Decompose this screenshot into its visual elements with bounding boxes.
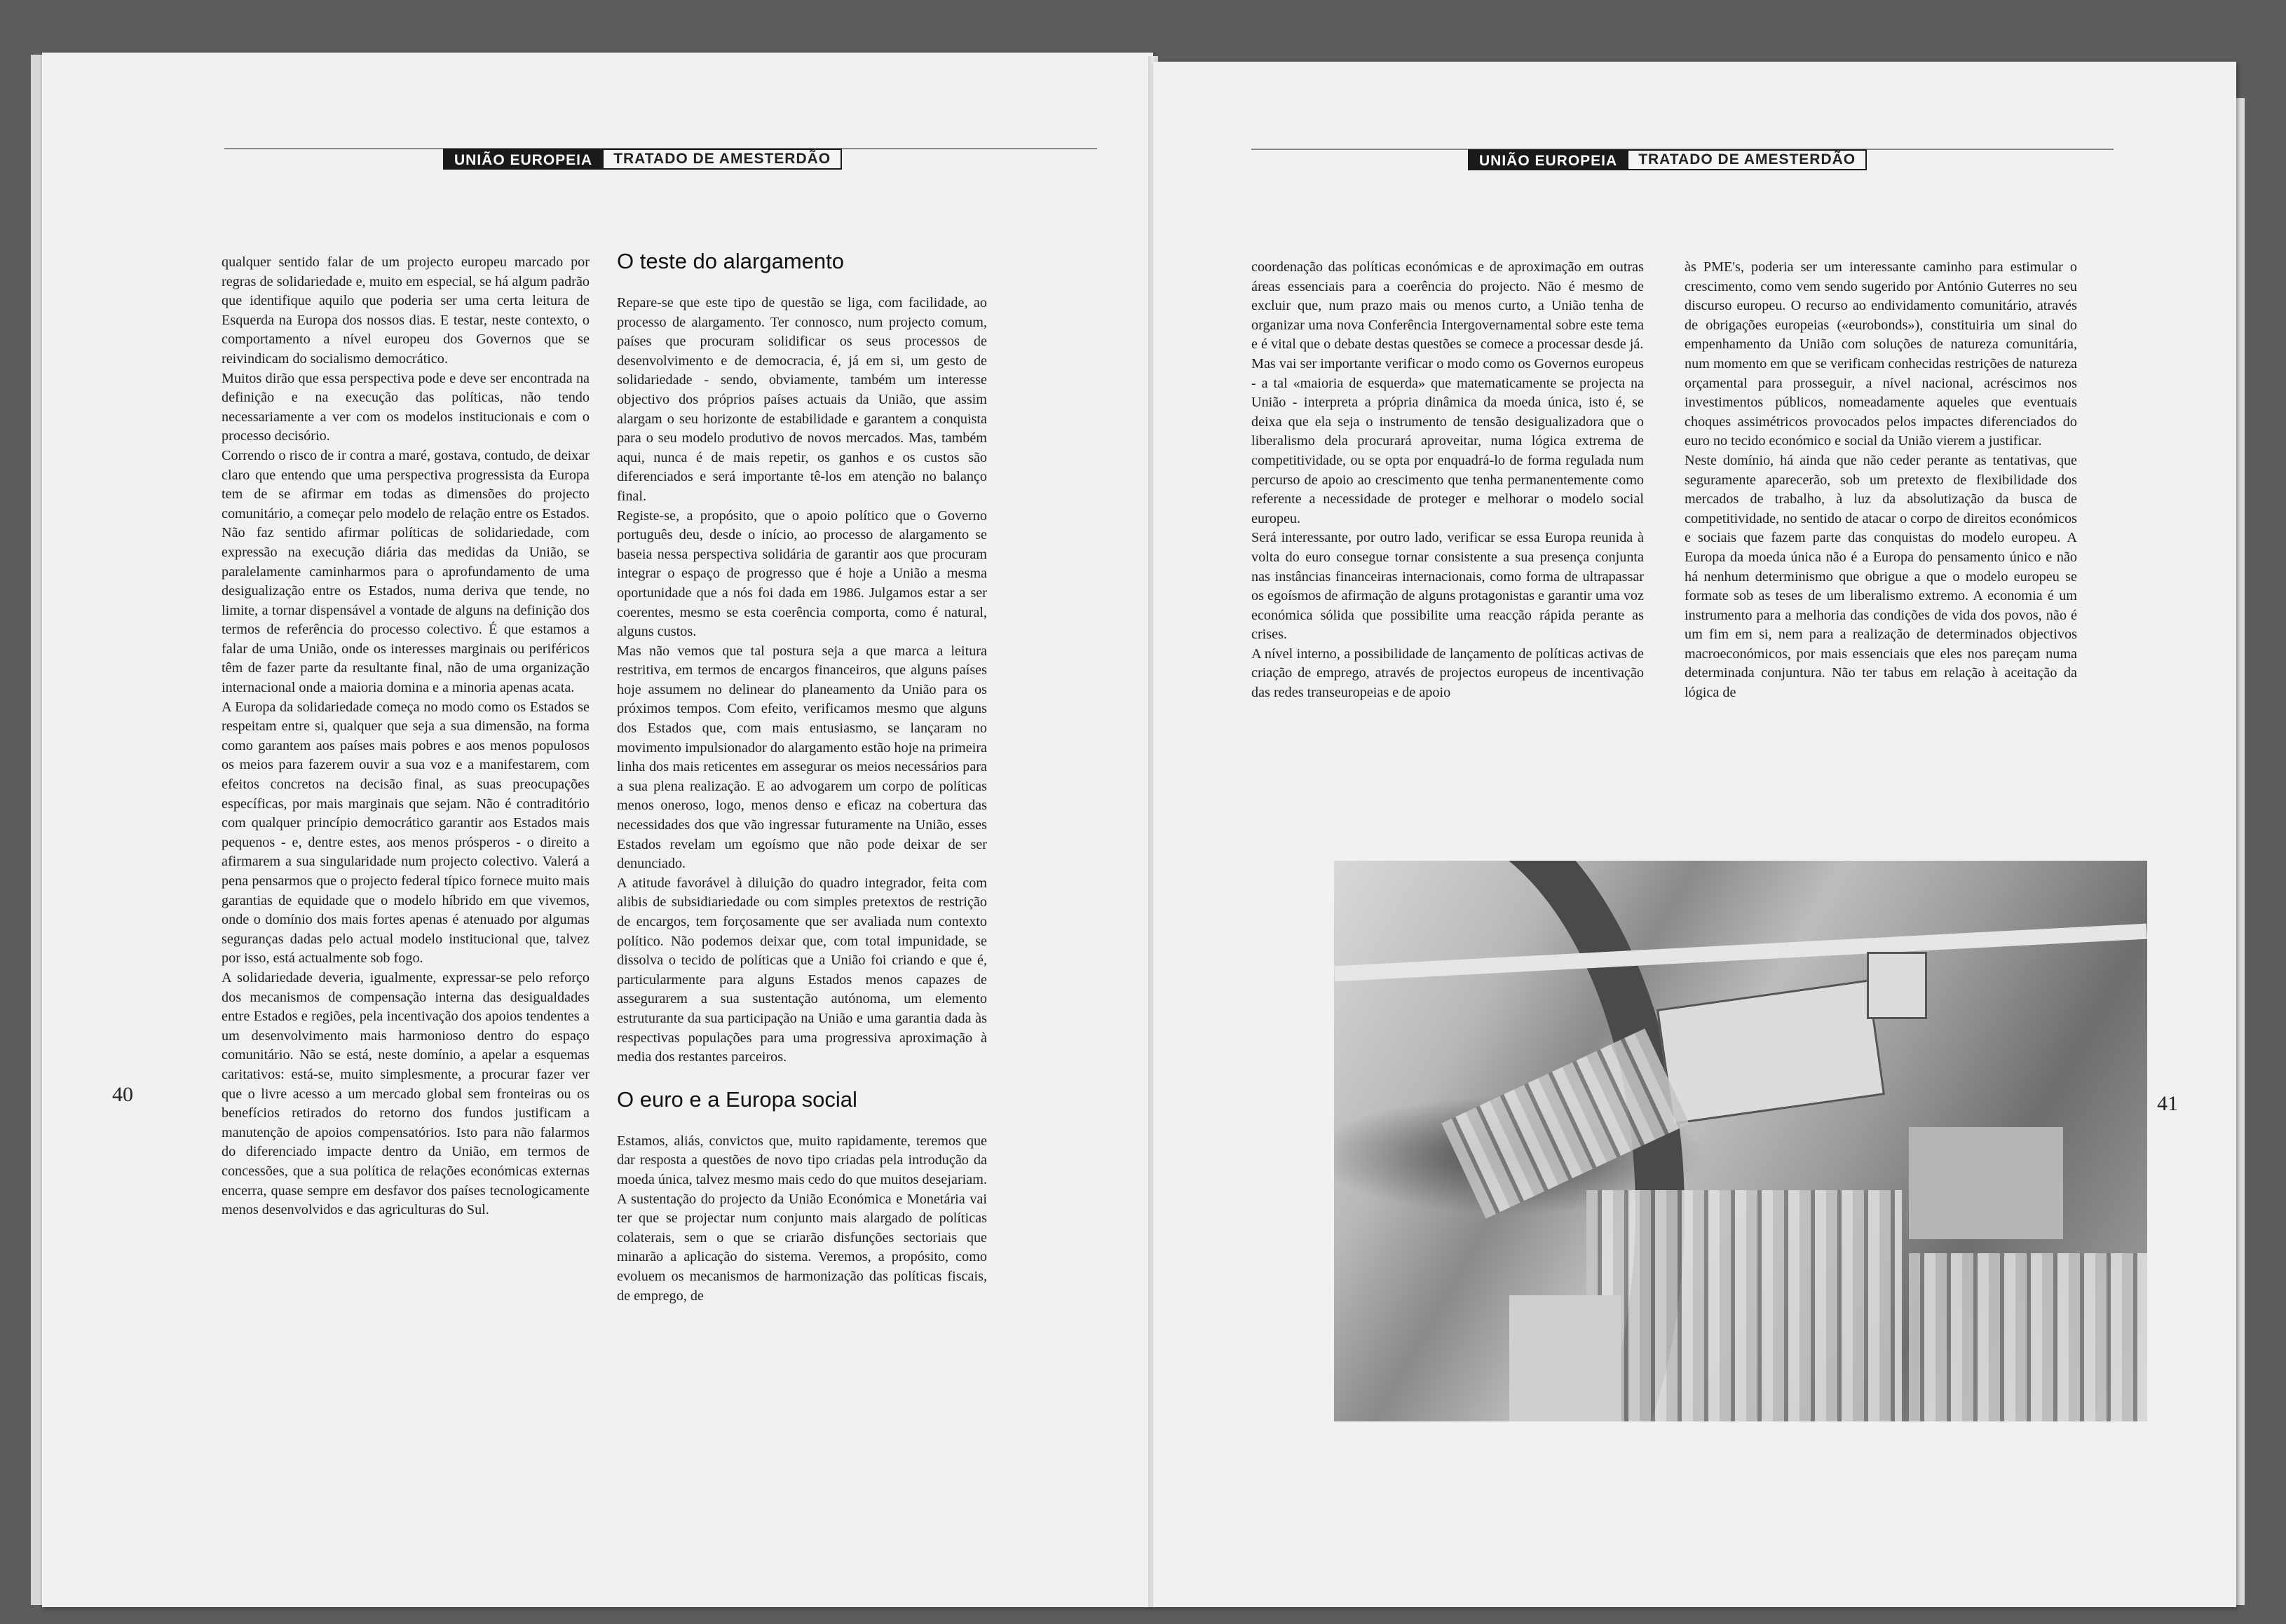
paragraph: Muitos dirão que essa perspectiva pode e deve ser encontrada na definição e na execução das políticas, não tendo necessariamente a ver com os modelos institucionais e com o processo decisório. [222,370,590,444]
paragraph: às PME's, poderia ser um interessante caminho para estimular o crescimento, como vem sendo sugerido por António Guterres no seu discurso europeu. O recurso ao endividamento comunitário, através de obrigações europeias («eurobonds»), constituiria um sinal do empenhamento da União com soluções de natureza comunitária, num momento em que se verificam conhecidas restrições de natureza orçamental para prosseguir, a nível nacional, acréscimos nos investimentos públicos, nomeadamente aqueles que eventuais choques assimétricos provocados pelos impactes diferenciados do euro no tecido económico e social da União vierem a justificar. [1685,259,2077,449]
city-blocks [1586,1190,1902,1421]
header-section-label: UNIÃO EUROPEIA [1468,149,1628,170]
page-edge-right [2236,98,2245,1605]
paragraph: A solidariedade deveria, igualmente, expressar-se pelo reforço dos mecanismos de compensação interna das desigualdades entre Estados e regiões, pela incentivação dos apoios tendentes a um desenvolvimento mais harmonioso dentro do espaço comunitário. Não se está, neste domínio, a apelar a esquemas caritativos: está-se, muito simplesmente, a procurar fazer ver que o livre acesso a um mercado global sem fronteiras ou os benefícios retirados do retorno dos fundos justificam a manutenção de apoios compensatórios. Isto para não falarmos do diferenciado impacte dentro da União, em termos de concessões, que a sua política de relações económicas externas encerra, quase sempre em desfavor dos países tecnologicamente menos desenvolvidos e das agriculturas do Sul. [222,969,590,1218]
paragraph: Será interessante, por outro lado, verificar se essa Europa reunida à volta do euro consegue tornar consistente a sua presença conjunta nas instâncias financeiras internacionais, como forma de ultrapassar os egoísmos de afirmação de alguns protagonistas e garantir uma voz económica sólida que possibilite uma reacção rápida perante as crises. [1251,530,1644,643]
page-number: 41 [2157,1092,2178,1115]
left-column-1 [222,253,590,1487]
left-page [42,53,1153,1607]
right-column-1 [1251,258,1644,861]
paragraph: A Europa da solidariedade começa no modo como os Estados se respeitam entre si, qualquer que seja a sua dimensão, na forma como garantem aos países mais pobres e aos menos populosos os meios para fazerem ouvir a sua voz e a manifestarem, com efeitos concretos na decisão final, as suas preocupações específicas, por mais marginais que sejam. Não é contraditório com qualquer princípio democrático garantir aos Estados mais pequenos - e, dentre estes, aos menos prósperos - o direito a afirmarem a sua singularidade num projecto colectivo. Valerá a pena pensarmos que o projecto federal típico fornece muito mais garantias de equidade que o modelo híbrido em que vivemos, onde o domínio dos mais fortes apenas é atenuado por algumas seguranças dadas pelo actual modelo institucional que, talvez por isso, está actualmente sob fogo. [222,699,590,967]
page-number: 40 [112,1083,133,1106]
left-column-2 [617,249,987,1489]
paragraph: coordenação das políticas económicas e de aproximação em outras áreas essenciais para a coerência do projecto. Não é mesmo de excluir que, num prazo mais ou menos curto, a União tenha de organizar uma nova Conferência Intergovernamental sobre este tema e é vital que o debate destas questões se comece a processar desde já. [1251,259,1644,353]
section-heading: O euro e a Europa social [617,1086,857,1112]
header-subsection-label: TRATADO DE AMESTERDÃO [604,149,842,170]
header-section-label: UNIÃO EUROPEIA [443,149,604,170]
paragraph: Neste domínio, há ainda que não ceder perante as tentativas, que seguramente aparecerão, sob um pretexto de flexibilidade dos mercados de trabalho, à luz da absolutização da busca de competitividade, no sentido de atacar o corpo de direitos económicos e sociais que fazem parte das conquistas do modelo europeu. A Europa da moeda única não é a Europa do pensamento único e não há nenhum determinismo que obrigue a que o modelo europeu se formate sob as teses de um liberalismo extremo. A economia é um instrumento para a melhoria das condições de vida dos povos, não é um fim em si, nem para a realização de determinados objectivos macroeconómicos, por mais essenciais que eles nos pareçam numa determinada conjuntura. Não ter tabus em relação à aceitação da lógica de [1685,452,2077,701]
page-edge-left [31,55,42,1605]
city-blocks-east [1909,1253,2147,1421]
right-column-2 [1685,258,2077,861]
paragraph: Mas não vemos que tal postura seja a que marca a leitura restritiva, em termos de encargos financeiros, que alguns países hoje assumem no delinear do planeamento da União para os próximos tempos. Com efeito, verificamos mesmo que alguns dos Estados que, com mais entusiasmo, se lançaram no movimento impulsionador do alargamento estão hoje na primeira linha dos mais reticentes em assegurar os meios necessários para a sua plena realização. E ao advogarem um corpo de políticas menos oneroso, logo, menos denso e eficaz na cobertura das necessidades dos que vão ingressar futuramente na União, esses Estados revelam um egoísmo que não pode deixar de ser denunciado. [617,643,987,872]
section-heading: O teste do alargamento [617,249,844,273]
paragraph: Registe-se, a propósito, que o apoio político que o Governo português deu, desde o início, ao processo de alargamento se baseia nessa perspectiva solidária de garantir aos que procuram integrar o espaço de progresso que é hoje a União a mesma oportunidade que a nós foi dada em 1986. Julgamos estar a ser coerentes, mesmo se esta coerência comporta, como é natural, alguns custos. [617,507,987,640]
paragraph: Repare-se que este tipo de questão se liga, com facilidade, ao processo de alargamento. Ter connosco, num projecto comum, países que procuram solidificar os seus processos de desenvolvimento e de democracia, é, já em si, um gesto de solidariedade - sendo, obviamente, também um interesse objectivo dos próprios países actuais da União, que assim alargam o seu horizonte de estabilidade e garantem a conquista para o seu modelo produtivo de novos mercados. Mas, também aqui, nunca é de mais repetir, os ganhos e os custos são diferenciados e será importante tê-los em atenção no balanço final. [617,295,987,504]
aerial-photo [1334,861,2147,1421]
paragraph: Correndo o risco de ir contra a maré, gostava, contudo, de deixar claro que entendo que uma perspectiva progressista da Europa tem de se afirmar em todas as dimensões do projecto comunitário, a começar pelo modelo de relação entre os Estados. Não faz sentido afirmar políticas de solidariedade, com expressão na execução diária das medidas da União, se paralelamente caminharmos para o aprofundamento de uma desigualização entre os Estados, numa deriva que tende, no limite, a tornar dispensável a vontade de alguns na definição dos termos de referência do processo colectivo. É que estamos a falar de uma União, onde os interesses marginais ou periféricos têm de fazer parte da resultante final, não de uma organização internacional onde a maioria domina e a minoria apenas acata. [222,447,590,696]
paragraph: qualquer sentido falar de um projecto europeu marcado por regras de solidariedade e, muito em especial, se há algum padrão que identifique aquilo que poderia ser uma certa leitura de Esquerda na Europa dos nossos dias. E testar, neste contexto, o comportamento a nível europeu dos Governos que se reivindicam do socialismo democrático. [222,254,590,367]
paragraph: Estamos, aliás, convictos que, muito rapidamente, teremos que dar resposta a questões de novo tipo criadas pela introdução da moeda única, talvez mesmo mais cedo do que muitos desejariam. A sustentação do projecto da União Económica e Monetária vai ter que se projectar num conjunto mais alargado de políticas colaterais, sem o que se criarão disfunções sectoriais que minarão a aplicação do sistema. Veremos, a propósito, como evoluem os mecanismos de harmonização das políticas fiscais, de emprego, de [617,1133,987,1304]
paragraph: A atitude favorável à diluição do quadro integrador, feita com alibis de subsidiariedade ou com simples pretextos de restrição de encargos, tem forçosamente que ser avaliada num contexto político. Não podemos deixar que, com total impunidade, se dissolva o tecido de políticas que a União foi criando e que é, particularmente para alguns Estados menos capazes de assegurarem a sua sustentação autónoma, um elemento estruturante da sua participação na União e uma garantia dada às respectivas populações para uma progressiva aproximação à media dos restantes parceiros. [617,875,987,1065]
parliament-building [1656,980,1885,1125]
tower-building [1867,952,1927,1019]
paragraph: A nível interno, a possibilidade de lançamento de políticas activas de criação de emprego, através de projectos europeus de incentivação das redes transeuropeias e de apoio [1251,646,1644,701]
green-field [1909,1127,2063,1239]
parking-lot [1509,1295,1621,1421]
right-page [1153,62,2236,1607]
header-subsection-label: TRATADO DE AMESTERDÃO [1628,149,1867,170]
paragraph: Mas vai ser importante verificar o modo como os Governos europeus - a tal «maioria de esquerda» que matematicamente se projecta na União - interpreta a própria dinâmica da moeda única, isto é, se deixa que ela seja o instrumento de tensão desigualizadora que o liberalismo dela procurará aproveitar, numa lógica extrema de competitividade, ou se opta por enquadrá-lo de forma regulada num percurso de apoio ao crescimento que tenha permanentemente como referente a necessidade de proteger e melhorar o modelo social europeu. [1251,355,1644,526]
page-header [1468,149,1867,170]
page-header [443,149,842,170]
